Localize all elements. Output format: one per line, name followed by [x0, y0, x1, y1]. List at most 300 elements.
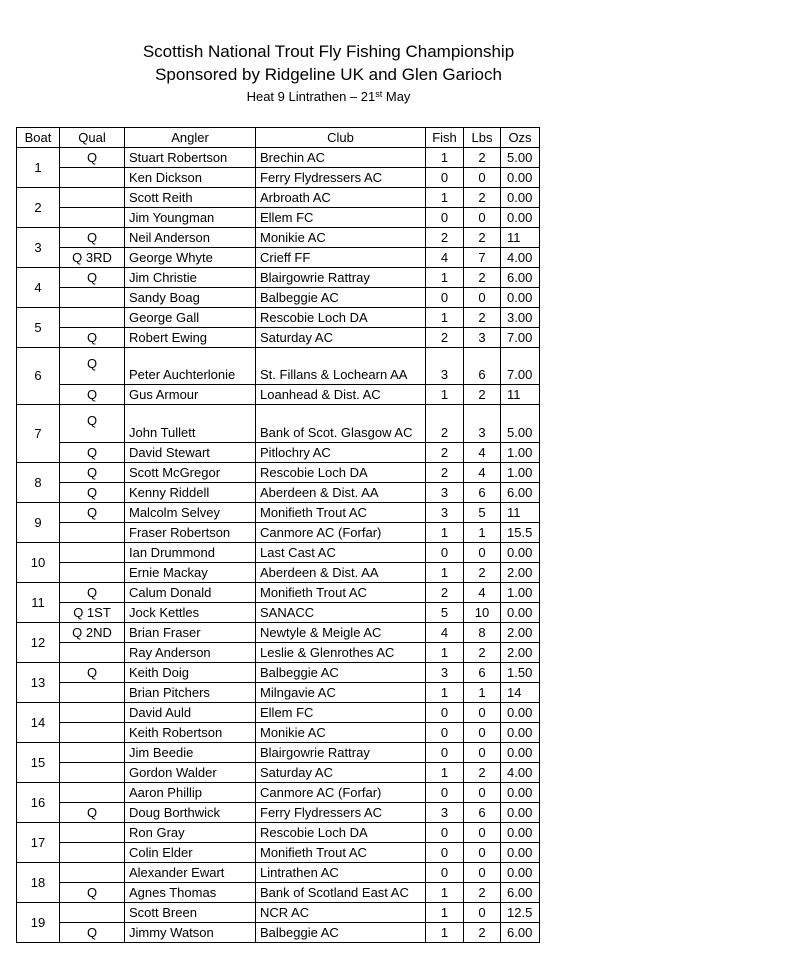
angler-cell: Gordon Walder — [125, 763, 256, 783]
fish-cell: 0 — [426, 723, 464, 743]
lbs-cell: 0 — [464, 783, 501, 803]
lbs-cell: 1 — [464, 683, 501, 703]
club-cell: Ellem FC — [256, 703, 426, 723]
qual-cell — [60, 903, 125, 923]
column-header-club: Club — [256, 128, 426, 148]
club-cell: Bank of Scotland East AC — [256, 883, 426, 903]
lbs-cell: 2 — [464, 148, 501, 168]
fish-cell: 1 — [426, 683, 464, 703]
lbs-cell: 8 — [464, 623, 501, 643]
qual-cell: Q — [60, 483, 125, 503]
fish-cell: 2 — [426, 328, 464, 348]
table-row — [17, 703, 540, 723]
angler-cell: Gus Armour — [125, 385, 256, 405]
ozs-cell: 5.00 — [501, 148, 540, 168]
club-cell: Brechin AC — [256, 148, 426, 168]
club-cell: Balbeggie AC — [256, 288, 426, 308]
qual-cell — [60, 208, 125, 228]
ozs-cell: 0.00 — [501, 863, 540, 883]
fish-cell: 1 — [426, 883, 464, 903]
lbs-cell: 6 — [464, 483, 501, 503]
angler-cell: Keith Robertson — [125, 723, 256, 743]
table-row — [17, 268, 540, 288]
club-cell: SANACC — [256, 603, 426, 623]
club-cell: Lintrathen AC — [256, 863, 426, 883]
club-cell: Crieff FF — [256, 248, 426, 268]
qual-cell: Q — [60, 503, 125, 523]
qual-cell: Q — [60, 148, 125, 168]
qual-cell — [60, 723, 125, 743]
club-cell: Leslie & Glenrothes AC — [256, 643, 426, 663]
angler-cell: Brian Fraser — [125, 623, 256, 643]
club-cell: St. Fillans & Lochearn AA — [256, 348, 426, 385]
qual-cell: Q — [60, 883, 125, 903]
lbs-cell: 2 — [464, 308, 501, 328]
qual-cell: Q — [60, 583, 125, 603]
sponsor-line: Sponsored by Ridgeline UK and Glen Garioch — [155, 65, 502, 84]
lbs-cell: 0 — [464, 208, 501, 228]
lbs-cell: 2 — [464, 643, 501, 663]
ozs-cell: 2.00 — [501, 643, 540, 663]
boat-cell: 10 — [17, 543, 60, 583]
lbs-cell: 10 — [464, 603, 501, 623]
column-header-fish: Fish — [426, 128, 464, 148]
table-row — [17, 248, 540, 268]
table-row — [17, 863, 540, 883]
qual-cell — [60, 743, 125, 763]
fish-cell: 0 — [426, 863, 464, 883]
angler-cell: Scott Reith — [125, 188, 256, 208]
boat-cell: 14 — [17, 703, 60, 743]
table-row — [17, 483, 540, 503]
table-row — [17, 208, 540, 228]
angler-cell: Agnes Thomas — [125, 883, 256, 903]
table-row — [17, 783, 540, 803]
fish-cell: 0 — [426, 843, 464, 863]
table-row — [17, 168, 540, 188]
club-cell: Milngavie AC — [256, 683, 426, 703]
qual-cell — [60, 863, 125, 883]
ozs-cell: 11 — [501, 385, 540, 405]
ozs-cell: 4.00 — [501, 763, 540, 783]
ozs-cell: 2.00 — [501, 623, 540, 643]
table-row — [17, 763, 540, 783]
table-row — [17, 723, 540, 743]
column-header-lbs: Lbs — [464, 128, 501, 148]
club-cell: Aberdeen & Dist. AA — [256, 483, 426, 503]
fish-cell: 3 — [426, 663, 464, 683]
lbs-cell: 2 — [464, 923, 501, 943]
table-row — [17, 823, 540, 843]
angler-cell: Peter Auchterlonie — [125, 348, 256, 385]
angler-cell: Neil Anderson — [125, 228, 256, 248]
qual-cell — [60, 168, 125, 188]
boat-cell: 6 — [17, 348, 60, 405]
ozs-cell: 1.00 — [501, 443, 540, 463]
qual-cell: Q — [60, 923, 125, 943]
fish-cell: 0 — [426, 743, 464, 763]
ozs-cell: 0.00 — [501, 208, 540, 228]
ozs-cell: 0.00 — [501, 783, 540, 803]
angler-cell: Aaron Phillip — [125, 783, 256, 803]
lbs-cell: 5 — [464, 503, 501, 523]
boat-cell: 5 — [17, 308, 60, 348]
table-row — [17, 328, 540, 348]
lbs-cell: 6 — [464, 803, 501, 823]
ozs-cell: 6.00 — [501, 883, 540, 903]
angler-cell: Ian Drummond — [125, 543, 256, 563]
angler-cell: John Tullett — [125, 405, 256, 443]
document-title: Scottish National Trout Fly Fishing Championship — [142, 42, 515, 61]
table-row — [17, 443, 540, 463]
angler-cell: George Whyte — [125, 248, 256, 268]
angler-cell: Calum Donald — [125, 583, 256, 603]
fish-cell: 2 — [426, 583, 464, 603]
table-row — [17, 463, 540, 483]
ozs-cell: 15.5 — [501, 523, 540, 543]
boat-cell: 3 — [17, 228, 60, 268]
club-cell: Monifieth Trout AC — [256, 583, 426, 603]
table-row — [17, 903, 540, 923]
qual-cell — [60, 763, 125, 783]
column-header-ozs: Ozs — [501, 128, 540, 148]
boat-cell: 17 — [17, 823, 60, 863]
table-row — [17, 405, 540, 443]
qual-cell: Q — [60, 328, 125, 348]
boat-cell: 16 — [17, 783, 60, 823]
results-table — [16, 127, 540, 943]
angler-cell: Ray Anderson — [125, 643, 256, 663]
ozs-cell: 0.00 — [501, 288, 540, 308]
qual-cell — [60, 288, 125, 308]
qual-cell: Q 1ST — [60, 603, 125, 623]
boat-cell: 7 — [17, 405, 60, 463]
angler-cell: Sandy Boag — [125, 288, 256, 308]
angler-cell: Ken Dickson — [125, 168, 256, 188]
table-row — [17, 743, 540, 763]
table-row — [17, 308, 540, 328]
fish-cell: 1 — [426, 148, 464, 168]
angler-cell: David Stewart — [125, 443, 256, 463]
lbs-cell: 3 — [464, 328, 501, 348]
qual-cell — [60, 823, 125, 843]
boat-cell: 9 — [17, 503, 60, 543]
ozs-cell: 4.00 — [501, 248, 540, 268]
column-header-angler: Angler — [125, 128, 256, 148]
table-row — [17, 228, 540, 248]
lbs-cell: 4 — [464, 443, 501, 463]
fish-cell: 2 — [426, 405, 464, 443]
table-row — [17, 503, 540, 523]
boat-cell: 18 — [17, 863, 60, 903]
angler-cell: Ron Gray — [125, 823, 256, 843]
fish-cell: 0 — [426, 543, 464, 563]
ozs-cell: 0.00 — [501, 743, 540, 763]
boat-cell: 11 — [17, 583, 60, 623]
lbs-cell: 4 — [464, 463, 501, 483]
angler-cell: Ernie Mackay — [125, 563, 256, 583]
table-row — [17, 883, 540, 903]
boat-cell: 8 — [17, 463, 60, 503]
fish-cell: 1 — [426, 308, 464, 328]
fish-cell: 0 — [426, 703, 464, 723]
qual-cell: Q — [60, 348, 125, 385]
ozs-cell: 12.5 — [501, 903, 540, 923]
angler-cell: Robert Ewing — [125, 328, 256, 348]
ozs-cell: 1.00 — [501, 583, 540, 603]
heat-line — [0, 88, 657, 106]
fish-cell: 2 — [426, 228, 464, 248]
table-row — [17, 385, 540, 405]
lbs-cell: 0 — [464, 823, 501, 843]
fish-cell: 1 — [426, 523, 464, 543]
ozs-cell: 0.00 — [501, 603, 540, 623]
ozs-cell: 3.00 — [501, 308, 540, 328]
fish-cell: 1 — [426, 643, 464, 663]
club-cell: Canmore AC (Forfar) — [256, 783, 426, 803]
lbs-cell: 7 — [464, 248, 501, 268]
club-cell: Saturday AC — [256, 328, 426, 348]
boat-cell: 13 — [17, 663, 60, 703]
table-row — [17, 803, 540, 823]
angler-cell: Jim Youngman — [125, 208, 256, 228]
club-cell: Monikie AC — [256, 228, 426, 248]
ozs-cell: 0.00 — [501, 188, 540, 208]
angler-cell: Jimmy Watson — [125, 923, 256, 943]
fish-cell: 3 — [426, 483, 464, 503]
table-row — [17, 348, 540, 385]
table-row — [17, 148, 540, 168]
club-cell: Saturday AC — [256, 763, 426, 783]
fish-cell: 1 — [426, 903, 464, 923]
angler-cell: Keith Doig — [125, 663, 256, 683]
angler-cell: Stuart Robertson — [125, 148, 256, 168]
qual-cell: Q 2ND — [60, 623, 125, 643]
angler-cell: Alexander Ewart — [125, 863, 256, 883]
lbs-cell: 2 — [464, 763, 501, 783]
ozs-cell: 14 — [501, 683, 540, 703]
fish-cell: 4 — [426, 248, 464, 268]
angler-cell: Doug Borthwick — [125, 803, 256, 823]
table-row — [17, 543, 540, 563]
qual-cell — [60, 783, 125, 803]
angler-cell: Malcolm Selvey — [125, 503, 256, 523]
fish-cell: 3 — [426, 503, 464, 523]
lbs-cell: 0 — [464, 703, 501, 723]
angler-cell: Kenny Riddell — [125, 483, 256, 503]
boat-cell: 1 — [17, 148, 60, 188]
qual-cell — [60, 523, 125, 543]
qual-cell — [60, 188, 125, 208]
qual-cell — [60, 563, 125, 583]
club-cell: Pitlochry AC — [256, 443, 426, 463]
lbs-cell: 6 — [464, 663, 501, 683]
table-row — [17, 643, 540, 663]
boat-cell: 15 — [17, 743, 60, 783]
table-row — [17, 923, 540, 943]
lbs-cell: 0 — [464, 903, 501, 923]
club-cell: Balbeggie AC — [256, 663, 426, 683]
column-header-qual: Qual — [60, 128, 125, 148]
lbs-cell: 0 — [464, 168, 501, 188]
fish-cell: 3 — [426, 348, 464, 385]
fish-cell: 0 — [426, 168, 464, 188]
fish-cell: 0 — [426, 288, 464, 308]
lbs-cell: 2 — [464, 385, 501, 405]
lbs-cell: 0 — [464, 843, 501, 863]
ozs-cell: 0.00 — [501, 803, 540, 823]
qual-cell: Q — [60, 463, 125, 483]
lbs-cell: 0 — [464, 288, 501, 308]
table-row — [17, 523, 540, 543]
qual-cell — [60, 543, 125, 563]
ozs-cell: 0.00 — [501, 843, 540, 863]
angler-cell: George Gall — [125, 308, 256, 328]
qual-cell — [60, 683, 125, 703]
club-cell: Rescobie Loch DA — [256, 463, 426, 483]
table-row — [17, 623, 540, 643]
club-cell: Newtyle & Meigle AC — [256, 623, 426, 643]
fish-cell: 0 — [426, 208, 464, 228]
ozs-cell: 5.00 — [501, 405, 540, 443]
heat-date-suffix: st — [375, 89, 383, 99]
boat-cell: 12 — [17, 623, 60, 663]
lbs-cell: 2 — [464, 883, 501, 903]
table-row — [17, 663, 540, 683]
angler-cell: Jock Kettles — [125, 603, 256, 623]
fish-cell: 1 — [426, 188, 464, 208]
fish-cell: 4 — [426, 623, 464, 643]
club-cell: Ferry Flydressers AC — [256, 803, 426, 823]
qual-cell: Q — [60, 803, 125, 823]
heat-month: May — [382, 89, 411, 104]
club-cell: Ferry Flydressers AC — [256, 168, 426, 188]
ozs-cell: 0.00 — [501, 823, 540, 843]
angler-cell: Scott McGregor — [125, 463, 256, 483]
angler-cell: Fraser Robertson — [125, 523, 256, 543]
boat-cell: 2 — [17, 188, 60, 228]
club-cell: NCR AC — [256, 903, 426, 923]
club-cell: Aberdeen & Dist. AA — [256, 563, 426, 583]
club-cell: Monikie AC — [256, 723, 426, 743]
lbs-cell: 2 — [464, 188, 501, 208]
qual-cell: Q — [60, 385, 125, 405]
table-row — [17, 683, 540, 703]
table-row — [17, 288, 540, 308]
ozs-cell: 7.00 — [501, 328, 540, 348]
angler-cell: David Auld — [125, 703, 256, 723]
ozs-cell: 6.00 — [501, 268, 540, 288]
ozs-cell: 0.00 — [501, 543, 540, 563]
lbs-cell: 1 — [464, 523, 501, 543]
ozs-cell: 0.00 — [501, 723, 540, 743]
table-row — [17, 583, 540, 603]
angler-cell: Jim Beedie — [125, 743, 256, 763]
qual-cell: Q — [60, 228, 125, 248]
fish-cell: 3 — [426, 803, 464, 823]
angler-cell: Colin Elder — [125, 843, 256, 863]
club-cell: Blairgowrie Rattray — [256, 743, 426, 763]
fish-cell: 1 — [426, 923, 464, 943]
table-row — [17, 188, 540, 208]
ozs-cell: 7.00 — [501, 348, 540, 385]
fish-cell: 1 — [426, 563, 464, 583]
club-cell: Monifieth Trout AC — [256, 503, 426, 523]
qual-cell: Q 3RD — [60, 248, 125, 268]
header-row — [17, 128, 540, 148]
table-row — [17, 603, 540, 623]
document-header — [0, 40, 657, 106]
lbs-cell: 2 — [464, 268, 501, 288]
fish-cell: 1 — [426, 385, 464, 405]
qual-cell — [60, 843, 125, 863]
lbs-cell: 0 — [464, 743, 501, 763]
club-cell: Canmore AC (Forfar) — [256, 523, 426, 543]
qual-cell — [60, 703, 125, 723]
club-cell: Monifieth Trout AC — [256, 843, 426, 863]
lbs-cell: 4 — [464, 583, 501, 603]
table-row — [17, 563, 540, 583]
lbs-cell: 6 — [464, 348, 501, 385]
table-row — [17, 843, 540, 863]
club-cell: Blairgowrie Rattray — [256, 268, 426, 288]
angler-cell: Brian Pitchers — [125, 683, 256, 703]
angler-cell: Scott Breen — [125, 903, 256, 923]
ozs-cell: 0.00 — [501, 703, 540, 723]
fish-cell: 2 — [426, 443, 464, 463]
ozs-cell: 11 — [501, 228, 540, 248]
lbs-cell: 2 — [464, 228, 501, 248]
ozs-cell: 1.50 — [501, 663, 540, 683]
club-cell: Bank of Scot. Glasgow AC — [256, 405, 426, 443]
qual-cell: Q — [60, 268, 125, 288]
boat-cell: 19 — [17, 903, 60, 943]
lbs-cell: 2 — [464, 563, 501, 583]
qual-cell — [60, 308, 125, 328]
club-cell: Last Cast AC — [256, 543, 426, 563]
fish-cell: 2 — [426, 463, 464, 483]
club-cell: Rescobie Loch DA — [256, 308, 426, 328]
ozs-cell: 2.00 — [501, 563, 540, 583]
lbs-cell: 3 — [464, 405, 501, 443]
club-cell: Loanhead & Dist. AC — [256, 385, 426, 405]
fish-cell: 1 — [426, 268, 464, 288]
column-header-boat: Boat — [17, 128, 60, 148]
boat-cell: 4 — [17, 268, 60, 308]
heat-prefix: Heat 9 Lintrathen – 21 — [246, 89, 376, 104]
club-cell: Rescobie Loch DA — [256, 823, 426, 843]
qual-cell: Q — [60, 663, 125, 683]
qual-cell: Q — [60, 405, 125, 443]
qual-cell: Q — [60, 443, 125, 463]
fish-cell: 0 — [426, 783, 464, 803]
club-cell: Ellem FC — [256, 208, 426, 228]
qual-cell — [60, 643, 125, 663]
ozs-cell: 1.00 — [501, 463, 540, 483]
club-cell: Balbeggie AC — [256, 923, 426, 943]
fish-cell: 0 — [426, 823, 464, 843]
fish-cell: 5 — [426, 603, 464, 623]
fish-cell: 1 — [426, 763, 464, 783]
ozs-cell: 6.00 — [501, 923, 540, 943]
lbs-cell: 0 — [464, 543, 501, 563]
club-cell: Arbroath AC — [256, 188, 426, 208]
results-body — [17, 148, 540, 943]
ozs-cell: 11 — [501, 503, 540, 523]
ozs-cell: 6.00 — [501, 483, 540, 503]
angler-cell: Jim Christie — [125, 268, 256, 288]
lbs-cell: 0 — [464, 863, 501, 883]
